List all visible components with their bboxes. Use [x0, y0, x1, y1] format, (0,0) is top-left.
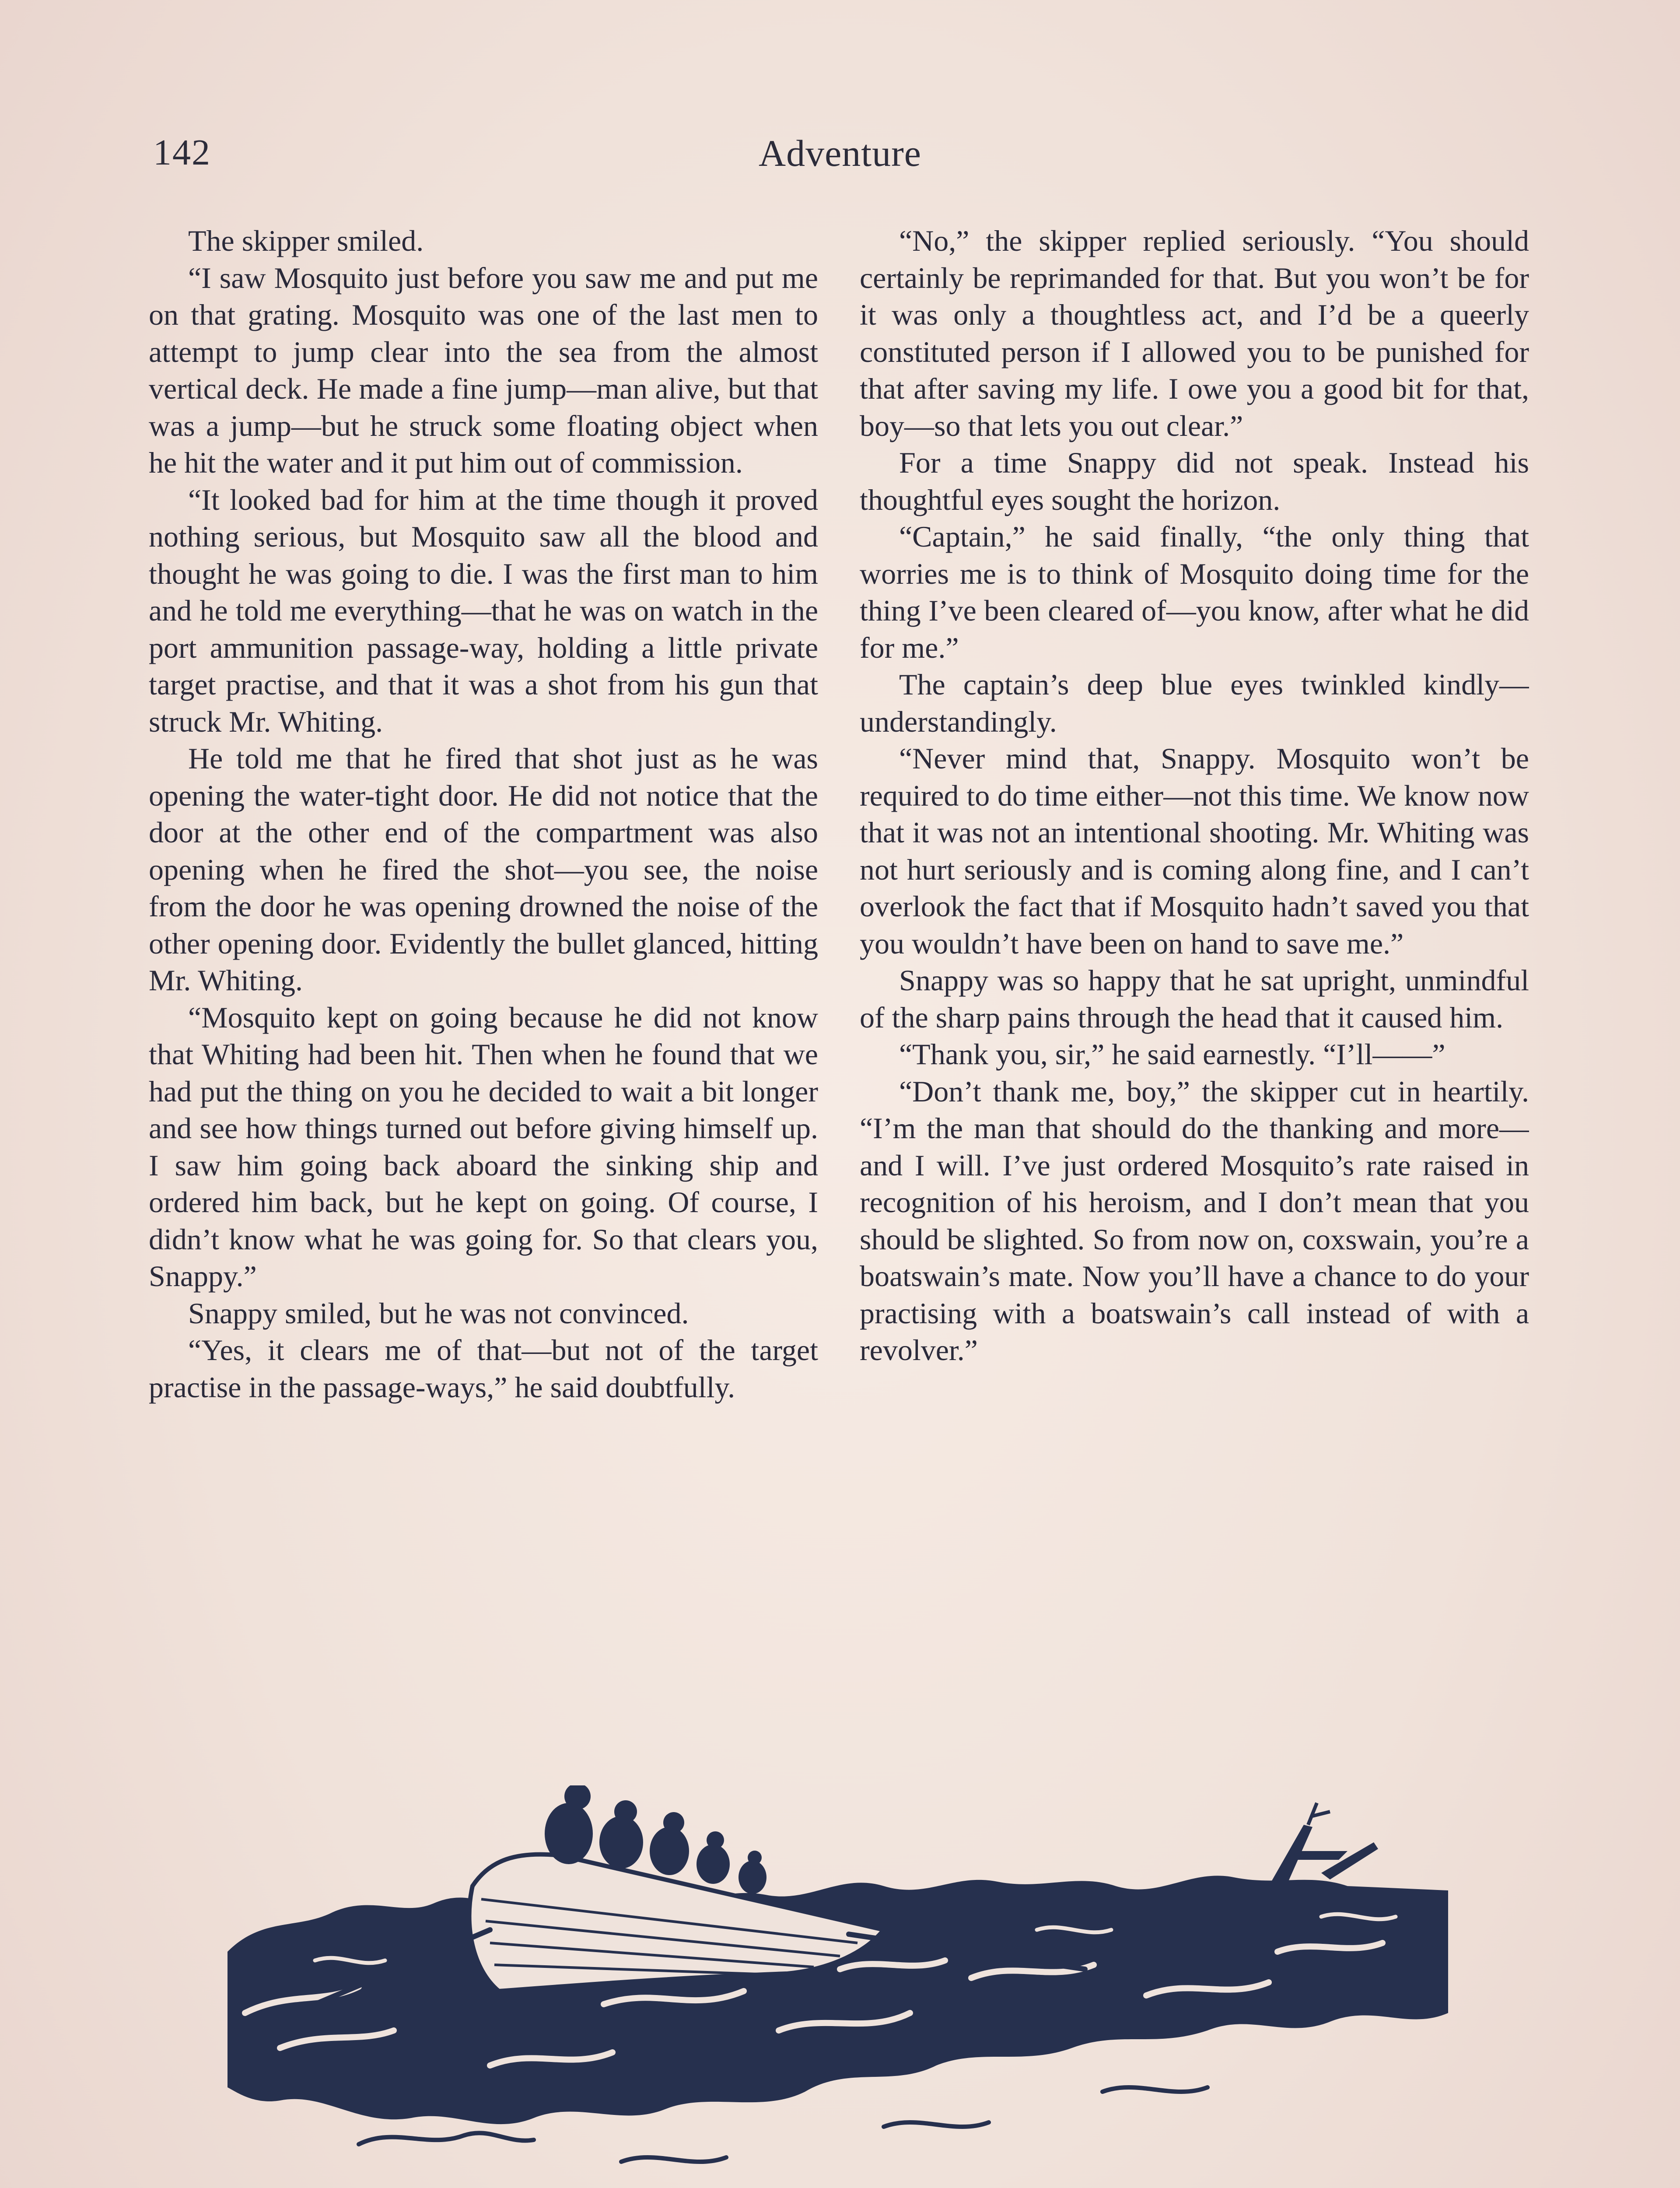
- paragraph: For a time Snappy did not speak. Instead his thoughtful eyes sought the horizon.: [860, 446, 1529, 516]
- right-column: [860, 222, 1529, 1680]
- paragraph: Snappy was so happy that he sat upright, unmindful of the sharp pains through the head that it caused him.: [860, 964, 1529, 1034]
- lifeboat-illustration: [228, 1785, 1452, 2188]
- paragraph: He told me that he fired that shot just as he was opening the water-tight door. He did not notice that the door at the other end of the compartment was also opening when he fired the shot—you see, the noise from the door he was opening drowned the noise of the other opening door. Evidently the bullet glanced, hitting Mr. Whiting.: [149, 742, 818, 997]
- paragraph: “Thank you, sir,” he said earnestly. “I’ll——”: [899, 1038, 1446, 1071]
- page-number: 142: [153, 132, 211, 173]
- paragraph: “Never mind that, Snappy. Mosquito won’t be required to do time either—not this time. We know now that it was not an intentional shooting. Mr. Whiting was not hurt seriously and is coming along fine, and I can’t overlook the fact that if Mosquito hadn’t saved you that you wouldn’t have been on hand to save me.”: [860, 742, 1529, 960]
- left-column: [149, 222, 818, 1680]
- paragraph: Snappy smiled, but he was not convinced.: [188, 1296, 689, 1330]
- paragraph: “It looked bad for him at the time though it proved nothing serious, but Mosquito saw all the blood and thought he was going to die. I was the first man to him and he told me everything—that he was on watch in the port ammunition passage-way, holding a little private target practise, and that it was a shot from his gun that struck Mr. Whiting.: [149, 483, 818, 738]
- paragraph: “Yes, it clears me of that—but not of the target practise in the passage-ways,” he said doubtfully.: [149, 1333, 818, 1404]
- paragraph: “Don’t thank me, boy,” the skipper cut in heartily. “I’m the man that should do the thanking and more—and I will. I’ve just ordered Mosquito’s rate raised in recognition of his heroism, and I don’t mean that you should be slighted. So from now on, coxswain, you’re a boatswain’s mate. Now you’ll have a chance to do your practising with a boatswain’s call instead of with a revolver.”: [860, 1074, 1529, 1367]
- paragraph: The skipper smiled.: [188, 224, 424, 257]
- paragraph: The captain’s deep blue eyes twinkled kindly—understandingly.: [860, 668, 1529, 738]
- paragraph: “No,” the skipper replied seriously. “You should certainly be reprimanded for that. But you won’t be for it was only a thoughtless act, and I’d be a queerly constituted person if I allowed you to be punished for that after saving my life. I owe you a good bit for that, boy—so that lets you out clear.”: [860, 224, 1529, 442]
- sinking-ship: [1269, 1825, 1378, 1886]
- sea-waves: [228, 1876, 1448, 2124]
- running-title: Adventure: [759, 132, 921, 174]
- paragraph: “Captain,” he said finally, “the only thing that worries me is to think of Mosquito doing time for the thing I’ve been cleared of—you know, after what he did for me.”: [860, 520, 1529, 664]
- page-header: [149, 131, 1531, 184]
- paragraph: “Mosquito kept on going because he did not know that Whiting had been hit. Then when he found that we had put the thing on you he decided to wait a bit longer and see how things turned out before giving himself up. I saw him going back aboard the sinking ship and ordered him back, but he kept on going. Of course, I didn’t know what he was going for. So that clears you, Snappy.”: [149, 1000, 818, 1293]
- paragraph: “I saw Mosquito just before you saw me and put me on that grating. Mosquito was one of the last men to attempt to jump clear into the sea from the almost vertical deck. He made a fine jump—man alive, but that was a jump—but he struck some floating object when he hit the water and it put him out of commission.: [149, 261, 818, 479]
